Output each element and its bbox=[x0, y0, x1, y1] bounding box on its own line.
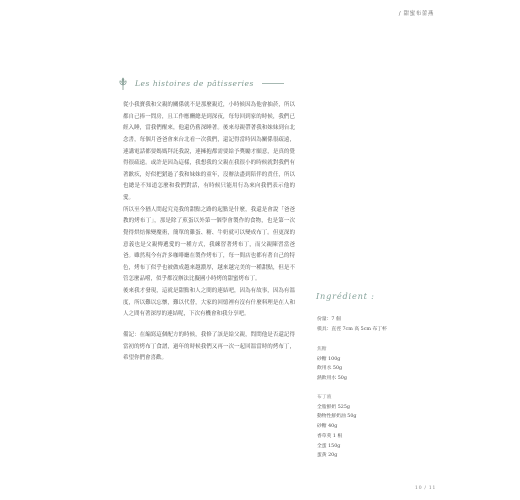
ingredient-group-title: 焦糖 bbox=[317, 347, 327, 352]
sprig-icon bbox=[118, 76, 128, 90]
ingredient-title: Ingrédient : bbox=[316, 291, 375, 301]
ingredient-item: 熱飲用水 50g bbox=[317, 376, 347, 382]
story-heading: Les histoires de pâtisseries bbox=[135, 78, 254, 88]
heading-rule bbox=[262, 83, 284, 84]
mold-text: 模具：直徑 7cm 高 5cm 布丁杯 bbox=[317, 326, 387, 332]
page-number: 10 / 11 bbox=[414, 486, 436, 491]
ingredient-item: 動物性鮮奶油 50g bbox=[317, 414, 357, 420]
story-paragraph: 後來我才發現，這就是甜點和人之間的連結吧，因為有故事，因為有溫度，所以難以忘懷，難以代替，大家的回憶裡有沒有什麼料理是在人和人之間有著深厚的連結呢，下次有機會和我分享吧。 bbox=[123, 288, 295, 318]
story-paragraph: 從小我寶我和父親的關係就不是那麼親近，小時候因為他會抽菸，所以都自己捧一問房，且工作應酬總是到深夜，每每回到家的時候，我們已經入睡，當我們醒來，他還仍舊深睡著。後來母親帶著我和妹妹到台北念書，每個月爸爸會來台北看一次我們，還記得當時因為關係很疏遠，連講電話都要媽媽拜託我說，連擁抱都需要給予獎勵才願意，是真的覺得很疏遠。或許是因為這樣，我想我的父親在我很小的時候就對我們有著歉疚，好似把錯過了我和妹妹的童年，沒辦法盡到陪伴的責任，所以也總是不知道怎麼和我們對話，有時候只能用行為來向我們表示他的愛。 bbox=[123, 102, 295, 201]
ingredient-item: 飲用水 50g bbox=[317, 366, 343, 372]
ingredient-item: 全脂鮮奶 525g bbox=[317, 404, 350, 410]
section-heading bbox=[118, 76, 284, 90]
ingredient-item: 蛋黃 20g bbox=[317, 453, 338, 459]
story-paragraph: 所以至今猶人問起究竟我的甜點之路的起點是什麼，我還是會說「爸爸教的烤布丁」，那是除了煎蛋以外第一個學會製作的食物，也是第一次覺得烘焙像變魔術，簡單的雞蛋、糖、牛奶就可以變成布丁。但更深的意義也是父親傳遞愛的一種方式，我練習著烤布丁，而父親陳習當爸爸。雖然現今有許多咖啡廳在製作烤布丁，每一間店也都有著自己的特色，烤布丁似乎也被做成越來越濃厚，越來越完美的一種甜點，但是不管怎麼品嚐，似乎都沒辦法比擬國小時烤的甜蜜烤布丁。 bbox=[123, 206, 295, 283]
ingredient-item: 砂糖 40g bbox=[317, 424, 338, 430]
story-note: 備記：在編寫這個配方的時候，我修了該是給父親，問問他是否還記得當初的烤布丁食譜，過年的時候我們又再一次一起回溫當時的烤布丁，希望你們會喜歡。 bbox=[123, 331, 295, 362]
running-head: / 甜蜜布蕾燕 bbox=[398, 11, 434, 17]
servings-text: 份量：7 個 bbox=[317, 317, 341, 322]
ingredient-basic-info bbox=[317, 315, 387, 334]
story-body bbox=[123, 100, 295, 365]
ingredient-group-title: 布丁液 bbox=[317, 395, 332, 400]
ingredient-item: 全蛋 150g bbox=[317, 443, 341, 449]
ingredient-item: 香草莢 1 根 bbox=[317, 433, 343, 439]
ingredient-group-caramel bbox=[317, 345, 347, 384]
ingredient-item: 砂糖 100g bbox=[317, 356, 341, 362]
ingredient-group-pudding bbox=[317, 393, 356, 461]
